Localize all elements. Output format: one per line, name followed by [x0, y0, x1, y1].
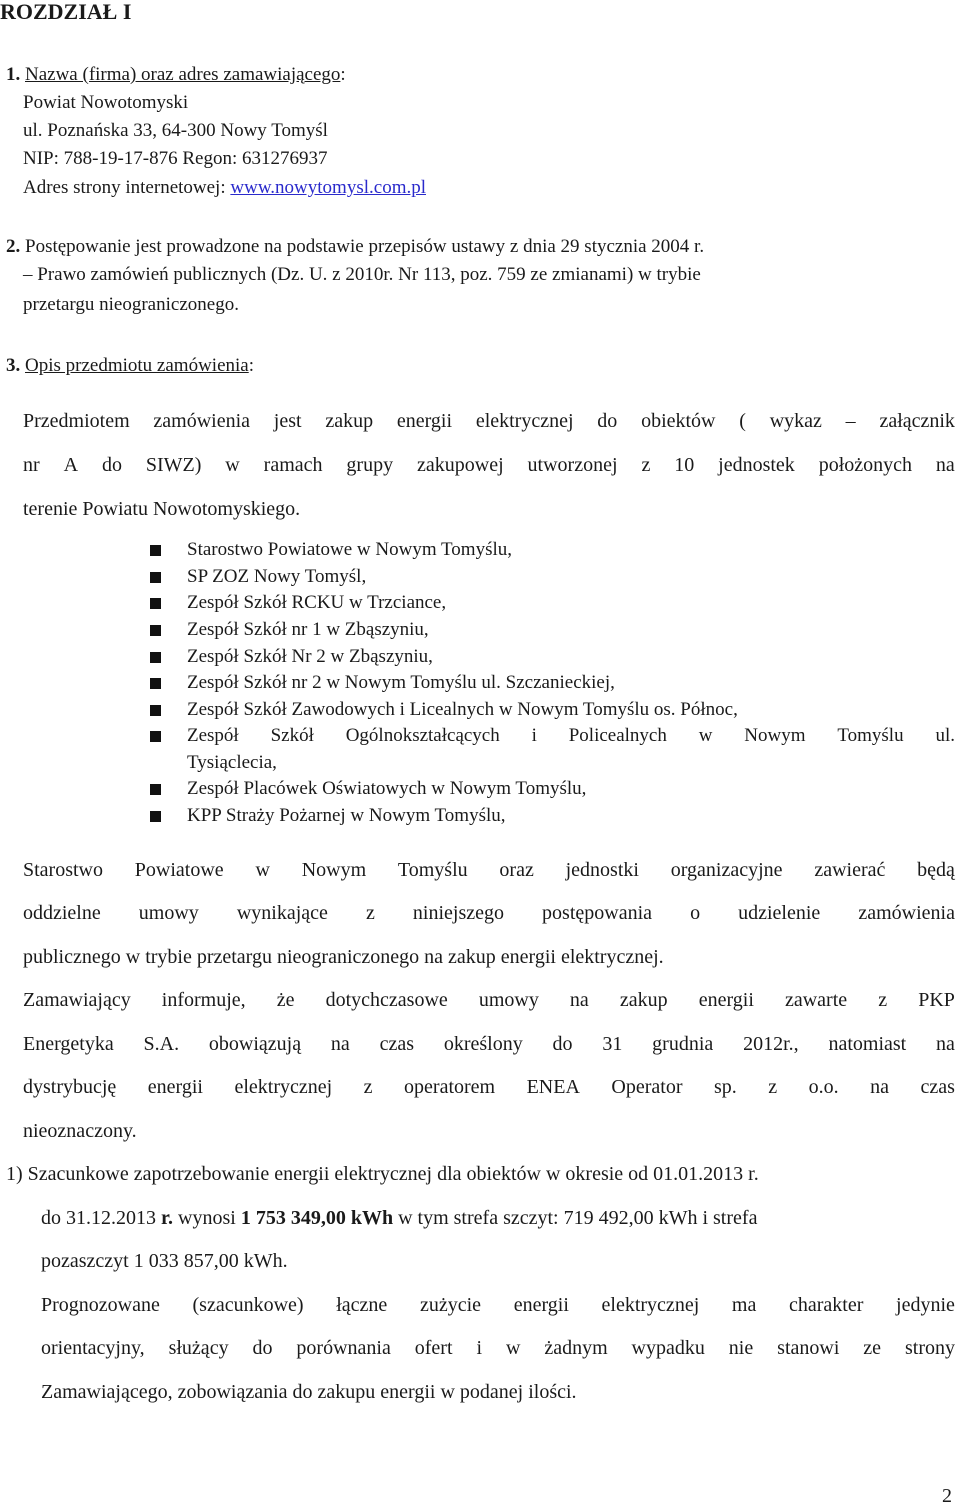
- word: obowiązują: [208, 1033, 302, 1055]
- point1-total-kwh: 1 753 349,00 kWh: [240, 1207, 394, 1229]
- word: w: [255, 859, 270, 881]
- bullet-square-icon: [150, 678, 161, 689]
- word: udzielenie: [738, 902, 821, 924]
- word: czas: [379, 1033, 415, 1055]
- word: czas: [920, 1076, 955, 1098]
- point1-line-1: 1) Szacunkowe zapotrzebowanie energii elektrycznej dla obiektów w okresie od 01.01.2013 r.: [6, 1163, 759, 1185]
- word: wypadku: [631, 1337, 705, 1359]
- para1-line-1: [23, 410, 955, 433]
- list-item: Zespół Placówek Oświatowych w Nowym Tomyślu,: [187, 778, 587, 799]
- word: jednostek: [718, 454, 795, 476]
- word: ramach: [263, 454, 323, 476]
- word: zamówienia: [153, 410, 251, 432]
- bullet-square-icon: [150, 652, 161, 663]
- word: z: [878, 989, 888, 1011]
- website-line: [23, 177, 426, 199]
- word: Szkół: [270, 725, 314, 746]
- section-3-label: Opis przedmiotu zamówienia: [25, 355, 249, 376]
- word: jest: [273, 410, 302, 432]
- word: zawarte: [784, 989, 848, 1011]
- word: zawierać: [814, 859, 886, 881]
- word: do: [252, 1337, 273, 1359]
- word: w: [225, 454, 240, 476]
- word: charakter: [789, 1294, 864, 1316]
- word: Powiatowe: [134, 859, 224, 881]
- word: oddzielne: [23, 902, 101, 924]
- word: że: [276, 989, 295, 1011]
- word: w: [505, 1337, 521, 1359]
- website-link[interactable]: www.nowytomysl.com.pl: [230, 177, 426, 198]
- word: energii: [396, 410, 453, 432]
- bullet-square-icon: [150, 731, 161, 742]
- word: oraz: [499, 859, 534, 881]
- para2-line-3: publicznego w trybie przetargu nieograniczonego na zakup energii elektrycznej.: [23, 946, 664, 968]
- point1-date: do 31.12.2013: [41, 1207, 161, 1229]
- word: umowy: [478, 989, 539, 1011]
- para1-line-3: terenie Powiatu Nowotomyskiego.: [23, 498, 301, 520]
- word: organizacyjne: [670, 859, 783, 881]
- word: Policealnych: [568, 725, 667, 746]
- word: na: [870, 1076, 889, 1098]
- forecast-line-2: [41, 1337, 955, 1360]
- word: utworzonej: [527, 454, 618, 476]
- word: zakup: [619, 989, 668, 1011]
- word: energii: [513, 1294, 569, 1316]
- word: Ogólnokształcących: [345, 725, 500, 746]
- word: i: [476, 1337, 483, 1359]
- word: niniejszego: [412, 902, 504, 924]
- word: z: [768, 1076, 778, 1098]
- word: Operator: [611, 1076, 683, 1098]
- word: stanowi: [777, 1337, 840, 1359]
- word: na: [936, 1033, 955, 1055]
- section-2-line-3: przetargu nieograniczonego.: [23, 294, 239, 315]
- para3-line-3: [23, 1076, 955, 1099]
- forecast-line-1: [41, 1294, 955, 1317]
- word: (: [739, 410, 746, 432]
- word: PKP: [918, 989, 955, 1011]
- word: Starostwo: [23, 859, 103, 881]
- word: z: [363, 1076, 373, 1098]
- word: zamówienia: [858, 902, 955, 924]
- word: łączne: [336, 1294, 388, 1316]
- word: Nowym: [301, 859, 367, 881]
- word: Tomyślu: [397, 859, 468, 881]
- section-1-colon: :: [340, 64, 346, 85]
- word: Tomyślu: [837, 725, 904, 746]
- word: (szacunkowe): [192, 1294, 304, 1316]
- word: z: [641, 454, 651, 476]
- word: dystrybucję: [23, 1076, 117, 1098]
- word: w: [698, 725, 713, 746]
- para3-line-1: [23, 989, 955, 1012]
- word: i: [531, 725, 537, 746]
- word: załącznik: [879, 410, 955, 432]
- word: orientacyjny,: [41, 1337, 145, 1359]
- word: 10: [674, 454, 695, 476]
- word: energii: [147, 1076, 203, 1098]
- word: wynikające: [236, 902, 328, 924]
- word: 2012r.,: [743, 1033, 799, 1055]
- word: natomiast: [828, 1033, 907, 1055]
- list-item: SP ZOZ Nowy Tomyśl,: [187, 566, 367, 587]
- bullet-square-icon: [150, 572, 161, 583]
- section-1-label: Nazwa (firma) oraz adres zamawiającego: [25, 64, 341, 85]
- word: ma: [731, 1294, 757, 1316]
- point1-peak: w tym strefa szczyt: 719 492,00 kWh i strefa: [393, 1207, 758, 1229]
- section-3-number: 3.: [6, 355, 21, 376]
- word: S.A.: [143, 1033, 180, 1055]
- word: zużycie: [419, 1294, 482, 1316]
- para1-line-2: [23, 454, 955, 477]
- point1-text: wynosi: [173, 1207, 241, 1229]
- bullet-square-icon: [150, 598, 161, 609]
- word: ul.: [935, 725, 955, 746]
- word: o: [690, 902, 701, 924]
- word: 31: [602, 1033, 623, 1055]
- section-3-title: [6, 355, 254, 377]
- section-3-colon: :: [248, 355, 254, 376]
- list-item: KPP Straży Pożarnej w Nowym Tomyślu,: [187, 805, 506, 826]
- bullet-square-icon: [150, 705, 161, 716]
- word: operatorem: [404, 1076, 496, 1098]
- list-item: Zespół Szkół nr 2 w Nowym Tomyślu ul. Szczanieckiej,: [187, 672, 615, 693]
- list-item: Zespół Szkół Zawodowych i Licealnych w Nowym Tomyślu os. Północ,: [187, 699, 738, 720]
- para3-line-4: nieoznaczony.: [23, 1120, 137, 1142]
- point1-line-2: [41, 1207, 757, 1230]
- word: grupy: [346, 454, 394, 476]
- address-line-2: ul. Poznańska 33, 64-300 Nowy Tomyśl: [23, 120, 328, 141]
- word: obiektów: [641, 410, 716, 432]
- word: jednostki: [565, 859, 639, 881]
- word: położonych: [818, 454, 913, 476]
- word: Nowym: [744, 725, 806, 746]
- para2-line-2: [23, 902, 955, 925]
- word: ze: [863, 1337, 882, 1359]
- word: służący: [168, 1337, 229, 1359]
- word: strony: [904, 1337, 955, 1359]
- address-line-1: Powiat Nowotomyski: [23, 92, 189, 113]
- section-2-line-2: – Prawo zamówień publicznych (Dz. U. z 2010r. Nr 113, poz. 759 ze zmianami) w trybie: [23, 264, 701, 285]
- word: na: [330, 1033, 350, 1055]
- word: zakupowej: [417, 454, 504, 476]
- bullet-square-icon: [150, 625, 161, 636]
- section-2-text-1: Postępowanie jest prowadzone na podstawie przepisów ustawy z dnia 29 stycznia 2004 r.: [25, 236, 705, 257]
- word: wykaz: [769, 410, 822, 432]
- word: nr: [23, 454, 40, 476]
- bullet-square-icon: [150, 784, 161, 795]
- word: na: [569, 989, 589, 1011]
- word: umowy: [138, 902, 199, 924]
- word: zakup: [325, 410, 374, 432]
- word: określony: [443, 1033, 523, 1055]
- point1-date-suffix: r.: [161, 1207, 174, 1229]
- word: ENEA: [526, 1076, 580, 1098]
- word: elektrycznej: [601, 1294, 700, 1316]
- section-1-number: 1.: [6, 64, 21, 85]
- word: będą: [917, 859, 955, 881]
- word: jedynie: [896, 1294, 955, 1316]
- word: Zespół: [187, 725, 239, 746]
- word: porównania: [296, 1337, 391, 1359]
- bullet-square-icon: [150, 545, 161, 556]
- list-item: Zespół Szkół nr 1 w Zbąszyniu,: [187, 619, 429, 640]
- word: Zamawiający: [23, 989, 131, 1011]
- point1-line-3: pozaszczyt 1 033 857,00 kWh.: [41, 1250, 288, 1272]
- word: postępowania: [542, 902, 653, 924]
- section-1-title: [6, 64, 346, 86]
- word: energii: [698, 989, 754, 1011]
- list-item: Starostwo Powiatowe w Nowym Tomyślu,: [187, 539, 513, 560]
- word: nie: [728, 1337, 754, 1359]
- word: Energetyka: [23, 1033, 114, 1055]
- website-prefix: Adres strony internetowej:: [23, 177, 231, 198]
- para2-line-1: [23, 859, 955, 882]
- word: z: [365, 902, 375, 924]
- para3-line-2: [23, 1033, 955, 1056]
- word: dotychczasowe: [325, 989, 448, 1011]
- list-item: Zespół Szkół Nr 2 w Zbąszyniu,: [187, 646, 433, 667]
- word: sp.: [713, 1076, 737, 1098]
- list-item-continuation: Tysiąclecia,: [187, 752, 277, 773]
- word: elektrycznej: [475, 410, 574, 432]
- section-2-line-1: [6, 236, 704, 258]
- page-number: 2: [942, 1485, 952, 1507]
- word: SIWZ): [145, 454, 202, 476]
- word: A: [63, 454, 79, 476]
- bullet-square-icon: [150, 811, 161, 822]
- word: żadnym: [544, 1337, 608, 1359]
- word: Przedmiotem: [23, 410, 130, 432]
- word: Prognozowane: [41, 1294, 160, 1316]
- word: informuje,: [161, 989, 246, 1011]
- word: grudnia: [652, 1033, 714, 1055]
- word: do: [552, 1033, 573, 1055]
- word: do: [101, 454, 122, 476]
- word: –: [845, 410, 856, 432]
- forecast-line-3: Zamawiającego, zobowiązania do zakupu energii w podanej ilości.: [41, 1381, 577, 1403]
- address-line-3: NIP: 788-19-17-876 Regon: 631276937: [23, 148, 328, 169]
- list-item: Zespół Szkół RCKU w Trzciance,: [187, 592, 447, 613]
- word: na: [935, 454, 955, 476]
- section-2-number: 2.: [6, 236, 21, 257]
- word: elektrycznej: [234, 1076, 333, 1098]
- word: do: [597, 410, 618, 432]
- word: ofert: [414, 1337, 453, 1359]
- word: o.o.: [808, 1076, 839, 1098]
- chapter-heading: ROZDZIAŁ I: [0, 0, 132, 24]
- list-item: [187, 725, 955, 747]
